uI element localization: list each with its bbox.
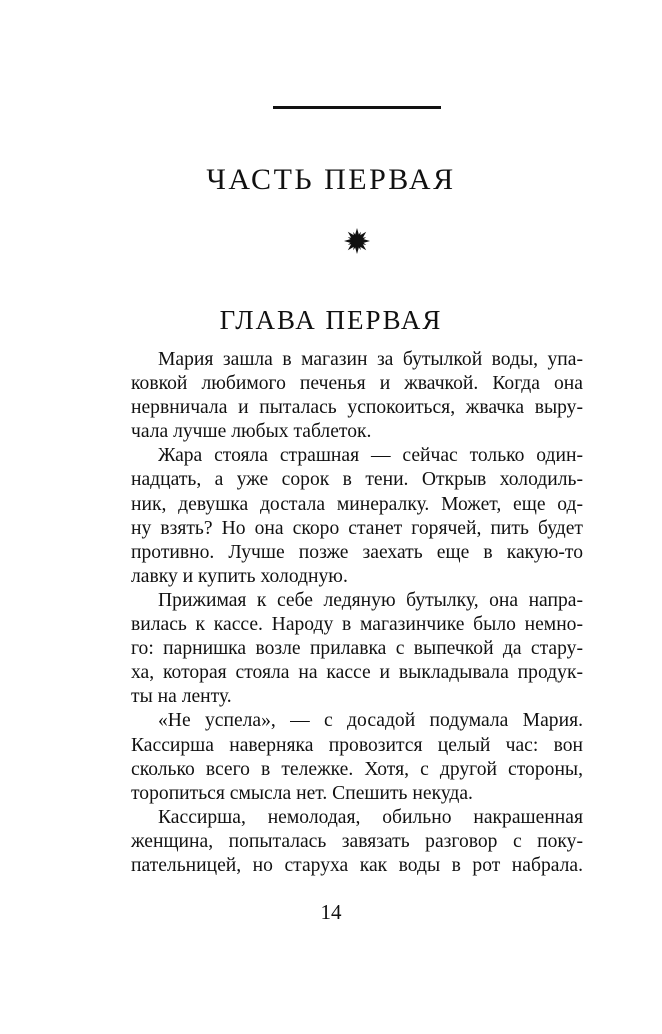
- text-line: ник, девушка достала минералку. Может, еще од-: [131, 493, 583, 515]
- text-line: ковкой любимого печенья и жвачкой. Когда она: [131, 373, 583, 395]
- text-line: торопиться смысла нет. Спешить некуда.: [131, 782, 473, 804]
- text-line: нервничала и пыталась успокоиться, жвачка выру-: [131, 397, 583, 419]
- text-line: Кассирша наверняка провозится целый час: вон: [131, 734, 583, 756]
- paragraph: [131, 589, 583, 709]
- text-line: Кассирша, немолодая, обильно накрашенная: [158, 806, 583, 828]
- text-line: «Не успела», — с досадой подумала Мария.: [158, 710, 583, 732]
- text-line: Прижимая к себе ледяную бутылку, она напра-: [158, 589, 583, 611]
- star-ornament-icon: [344, 228, 370, 254]
- text-line: Мария зашла в магазин за бутылкой воды, упа-: [158, 349, 583, 370]
- paragraph: [131, 806, 583, 878]
- paragraph: [131, 709, 583, 805]
- text-line: женщина, попыталась завязать разговор с поку-: [131, 830, 583, 852]
- text-line: сколько всего в тележке. Хотя, с другой стороны,: [131, 758, 583, 780]
- text-line: пательницей, но старуха как воды в рот набрала.: [131, 854, 583, 876]
- body-text: [131, 348, 583, 878]
- text-line: противно. Лучше позже заехать еще в какую-то: [131, 541, 583, 563]
- text-line: го: парнишка возле прилавка с выпечкой да стару-: [131, 638, 583, 660]
- chapter-title: ГЛАВА ПЕРВАЯ: [219, 305, 443, 335]
- text-line: чала лучше любых таблеток.: [131, 421, 372, 443]
- top-rule: [273, 106, 441, 109]
- text-line: ну взять? Но она скоро станет горячей, пить будет: [131, 517, 583, 539]
- paragraph: [131, 444, 583, 589]
- page-number: 14: [320, 900, 342, 924]
- text-line: Жара стояла страшная — сейчас только один-: [158, 445, 583, 467]
- text-line: вилась к кассе. Народу в магазинчике было немно-: [131, 614, 583, 636]
- text-line: лавку и купить холодную.: [131, 565, 348, 587]
- text-line: ты на ленту.: [131, 686, 232, 708]
- text-line: надцать, а уже сорок в тени. Открыв холодиль-: [131, 469, 583, 491]
- text-line: ха, которая стояла на кассе и выкладывала продук-: [131, 662, 583, 684]
- part-title: ЧАСТЬ ПЕРВАЯ: [206, 163, 456, 196]
- paragraph: [131, 348, 583, 444]
